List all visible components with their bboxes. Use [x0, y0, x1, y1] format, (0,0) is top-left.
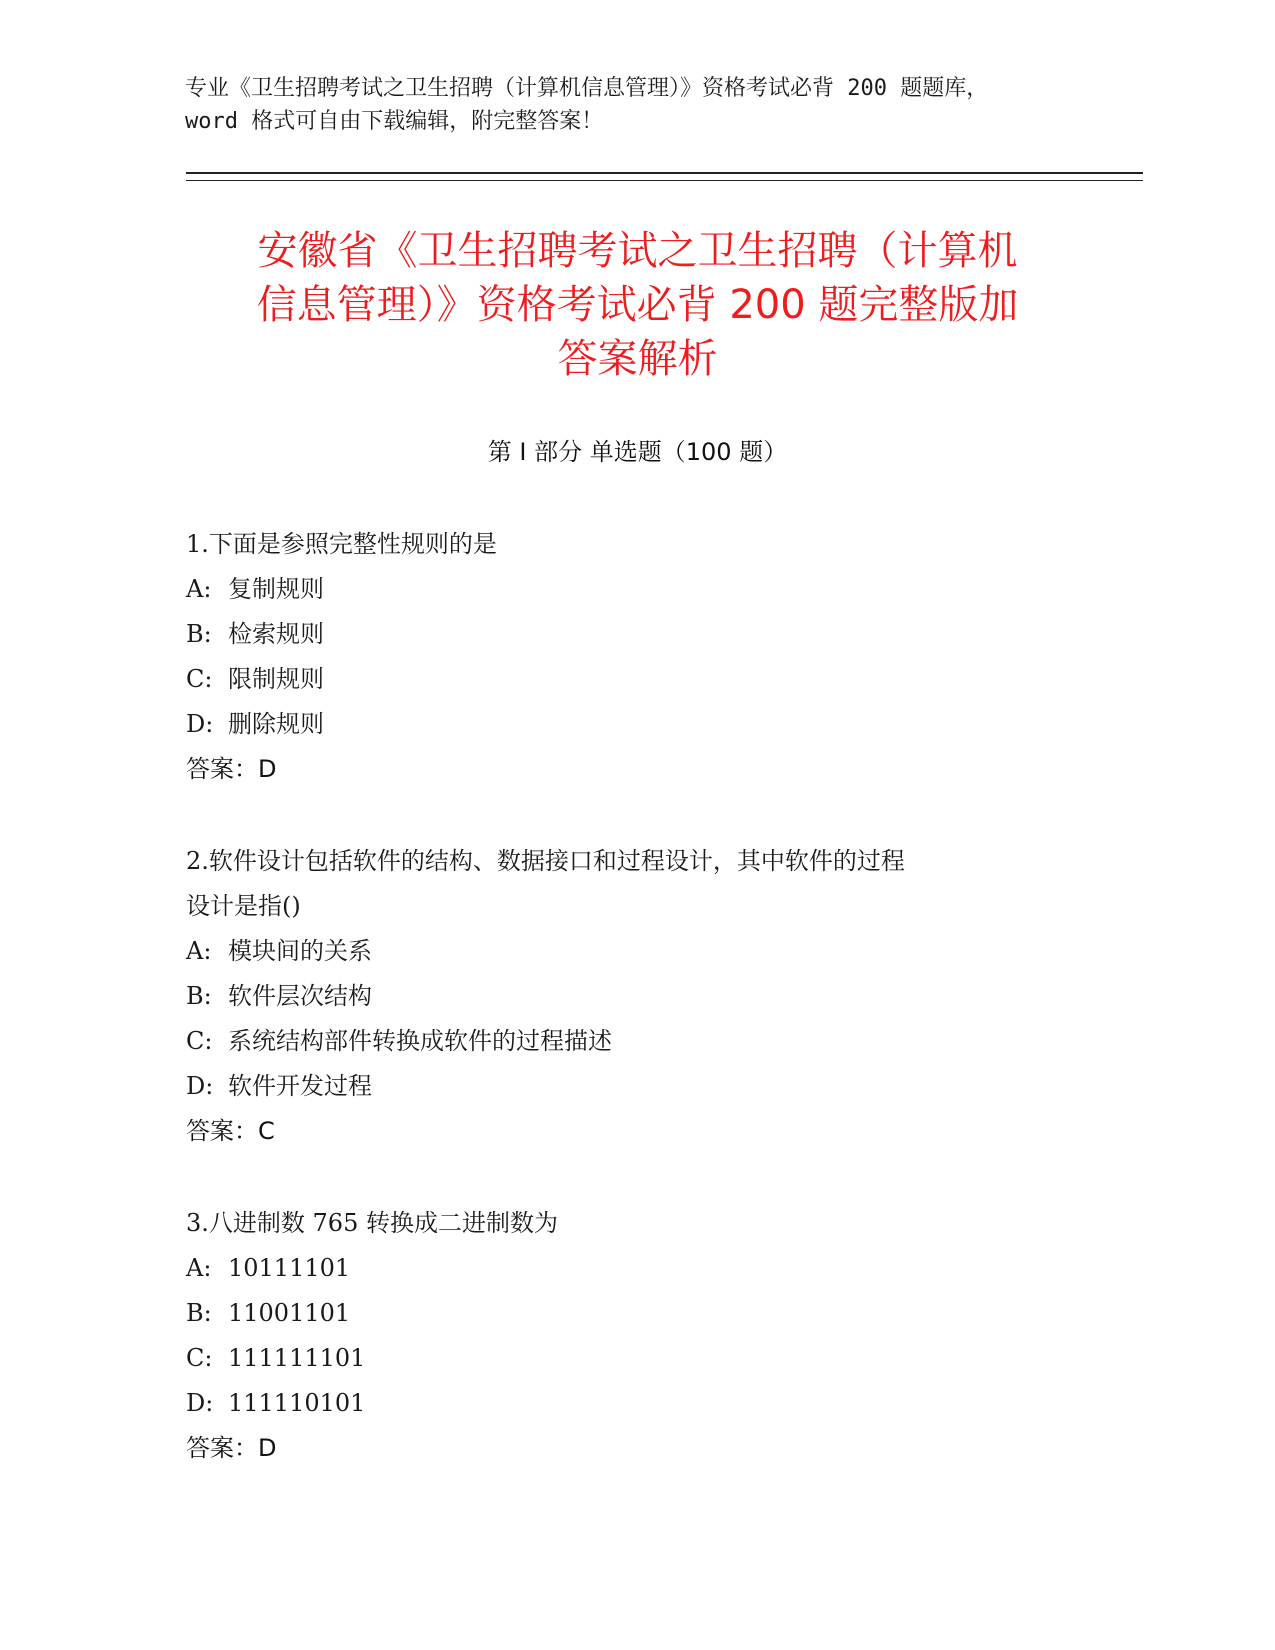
header-note: [185, 72, 1085, 138]
option-a: [186, 929, 1086, 974]
option-letter: A:: [186, 575, 212, 603]
option-letter: B:: [186, 982, 212, 1010]
option-letter: B:: [186, 1299, 212, 1327]
question-stem-line: 1.下面是参照完整性规则的是: [186, 530, 497, 558]
header-divider-thick: [186, 172, 1143, 174]
title-line: 信息管理）》资格考试必背 200 题完整版加: [256, 282, 1019, 328]
option-b: [186, 974, 1086, 1019]
option-text: 限制规则: [228, 665, 324, 693]
question-stem-line: 2.软件设计包括软件的结构、数据接口和过程设计，其中软件的过程: [186, 847, 905, 875]
option-text: 检索规则: [228, 620, 324, 648]
question-list: [186, 522, 1086, 1518]
header-note-line: word 格式可自由下载编辑，附完整答案！: [185, 109, 604, 134]
answer-line: 答案：C: [186, 1117, 275, 1145]
option-text: 111110101: [228, 1389, 366, 1417]
option-b: [186, 612, 1086, 657]
question-stem: [186, 1201, 1086, 1246]
question-stem-line: 设计是指(): [186, 892, 301, 920]
answer-line: 答案：D: [186, 1434, 277, 1462]
option-c: [186, 1336, 1086, 1381]
question-2: [186, 839, 1086, 1154]
option-letter: B:: [186, 620, 212, 648]
option-text: 111111101: [228, 1344, 366, 1372]
option-text: 软件层次结构: [228, 982, 372, 1010]
option-text: 系统结构部件转换成软件的过程描述: [228, 1027, 612, 1055]
header-divider-thin: [186, 180, 1143, 181]
header-note-line: 专业《卫生招聘考试之卫生招聘（计算机信息管理）》资格考试必背 200 题题库，: [185, 76, 989, 101]
section-heading: 第 I 部分 单选题（100 题）: [487, 438, 788, 466]
option-d: [186, 702, 1086, 747]
option-letter: A:: [186, 1254, 212, 1282]
document-title: [150, 224, 1125, 386]
question-stem: [186, 839, 1086, 929]
option-d: [186, 1381, 1086, 1426]
option-letter: C:: [186, 665, 213, 693]
option-text: 软件开发过程: [228, 1072, 372, 1100]
title-line: 安徽省《卫生招聘考试之卫生招聘（计算机: [257, 228, 1018, 274]
option-letter: A:: [186, 937, 212, 965]
option-d: [186, 1064, 1086, 1109]
answer-line: 答案：D: [186, 755, 277, 783]
option-c: [186, 657, 1086, 702]
option-letter: C:: [186, 1344, 213, 1372]
option-text: 复制规则: [228, 575, 324, 603]
option-text: 11001101: [228, 1299, 351, 1327]
option-text: 删除规则: [228, 710, 324, 738]
question-stem: [186, 522, 1086, 567]
question-1: [186, 522, 1086, 792]
option-letter: D:: [186, 1072, 214, 1100]
title-line: 答案解析: [557, 336, 718, 382]
option-letter: D:: [186, 1389, 214, 1417]
option-text: 模块间的关系: [228, 937, 372, 965]
question-3: [186, 1201, 1086, 1471]
option-letter: D:: [186, 710, 214, 738]
option-text: 10111101: [228, 1254, 351, 1282]
option-letter: C:: [186, 1027, 213, 1055]
option-b: [186, 1291, 1086, 1336]
option-a: [186, 567, 1086, 612]
option-c: [186, 1019, 1086, 1064]
question-stem-line: 3.八进制数 765 转换成二进制数为: [186, 1209, 558, 1237]
option-a: [186, 1246, 1086, 1291]
